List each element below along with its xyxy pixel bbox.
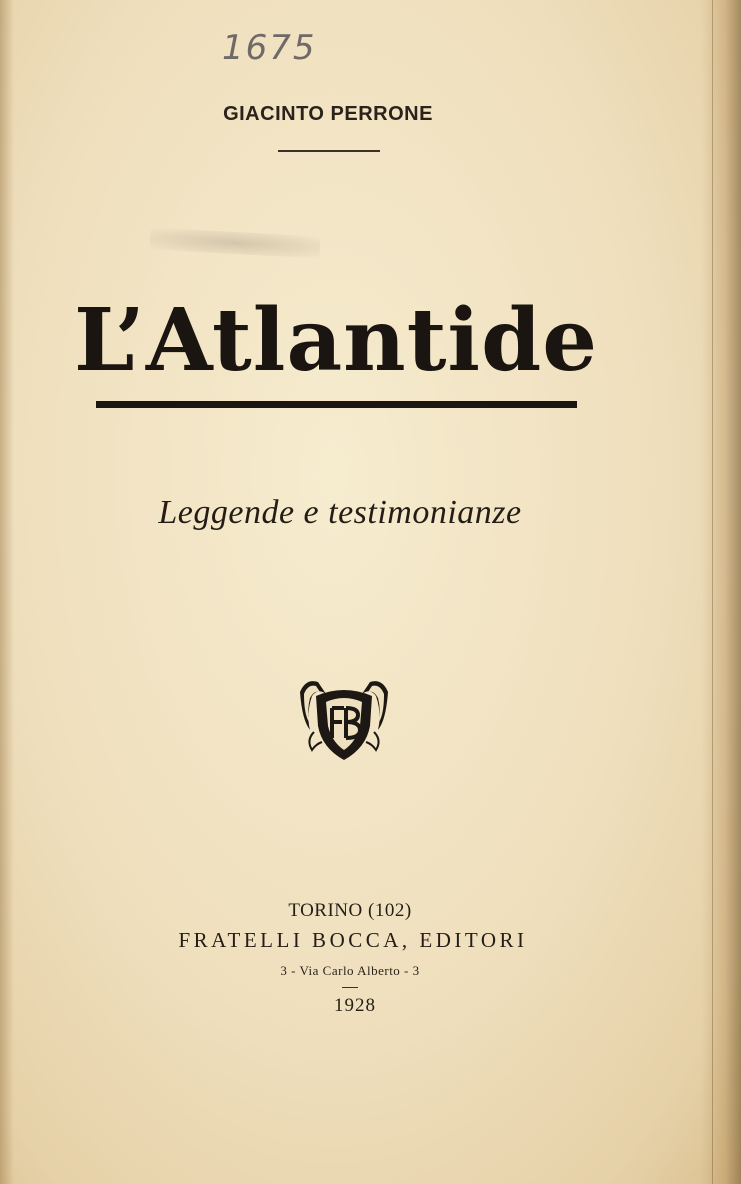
handwritten-catalog-number: 1675	[222, 28, 317, 68]
imprint-address: 3 - Via Carlo Alberto - 3	[280, 963, 420, 978]
title-rule	[96, 401, 577, 408]
author-name: GIACINTO PERRONE	[223, 103, 433, 125]
imprint-publisher: FRATELLI BOCCA, EDITORI	[178, 928, 528, 952]
year-rule	[342, 987, 358, 988]
page-fold	[712, 0, 713, 1184]
author-rule	[278, 150, 380, 152]
paper-smudge	[150, 228, 321, 259]
imprint-city: TORINO (102)	[288, 900, 412, 921]
publication-year: 1928	[334, 995, 376, 1016]
book-title: L’Atlantide	[74, 290, 598, 391]
book-subtitle: Leggende e testimonianze	[158, 494, 522, 531]
publisher-monogram-emblem-icon	[296, 674, 392, 762]
